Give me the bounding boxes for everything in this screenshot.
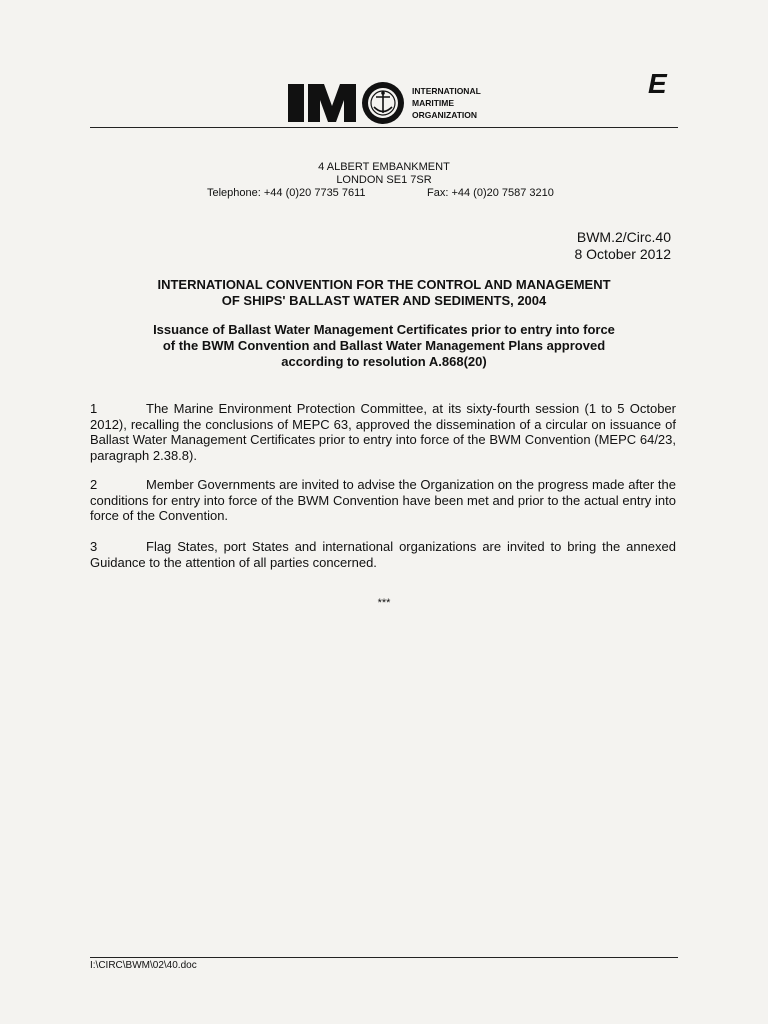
document-title: [90, 277, 678, 309]
document-symbol: BWM.2/Circ.40: [576, 229, 671, 245]
footer-rule: [90, 957, 678, 958]
logo-line-international: INTERNATIONAL: [412, 86, 481, 96]
address-line-1: 4 ALBERT EMBANKMENT: [318, 161, 450, 173]
subtitle-line-1: Issuance of Ballast Water Management Certificates prior to entry into force: [153, 322, 615, 337]
title-line-1: INTERNATIONAL CONVENTION FOR THE CONTROL AND MANAGEMENT: [157, 277, 611, 292]
section-separator: ***: [377, 597, 391, 609]
paragraph-1: [90, 401, 676, 463]
address-line-2: LONDON SE1 7SR: [336, 174, 432, 186]
address-block: [90, 161, 678, 201]
document-date: 8 October 2012: [574, 246, 671, 262]
paragraph-3: [90, 539, 676, 570]
imo-logo: [286, 80, 526, 126]
document-reference: [574, 229, 671, 263]
telephone: Telephone: +44 (0)20 7735 7611: [207, 187, 366, 199]
paragraph-number: 1: [90, 401, 98, 416]
paragraph-2: [90, 477, 676, 524]
paragraph-number: 2: [90, 477, 98, 492]
header-rule: [90, 127, 678, 128]
file-path: I:\CIRC\BWM\02\40.doc: [90, 960, 197, 971]
paragraph-number: 3: [90, 539, 98, 554]
logo-line-maritime: MARITIME: [412, 98, 455, 108]
subtitle-line-3: according to resolution A.868(20): [281, 354, 487, 369]
paragraph-text: Member Governments are invited to advise the Organization on the progress made after the conditions for entry into force of the BWM Convention have been met and prior to the actual entry into force of the Convention.: [90, 477, 676, 523]
document-subtitle: [90, 322, 678, 370]
title-line-2: OF SHIPS' BALLAST WATER AND SEDIMENTS, 2004: [221, 293, 547, 308]
subtitle-line-2: of the BWM Convention and Ballast Water Management Plans approved: [162, 338, 606, 353]
contact-line: [90, 187, 678, 201]
paragraph-text: The Marine Environment Protection Committee, at its sixty-fourth session (1 to 5 October 2012), recalling the conclusions of MEPC 63, approved the dissemination of a circular on issuance of Ballast Water Management Certificates prior to entry into force of the BWM Convention (MEPC 64/23, paragraph 2.38.8).: [90, 401, 676, 463]
logo-line-organization: ORGANIZATION: [412, 110, 478, 120]
fax: Fax: +44 (0)20 7587 3210: [427, 187, 554, 199]
language-mark: E: [648, 68, 667, 99]
paragraph-text: Flag States, port States and international organizations are invited to bring the annexed Guidance to the attention of all parties concerned.: [90, 539, 676, 570]
